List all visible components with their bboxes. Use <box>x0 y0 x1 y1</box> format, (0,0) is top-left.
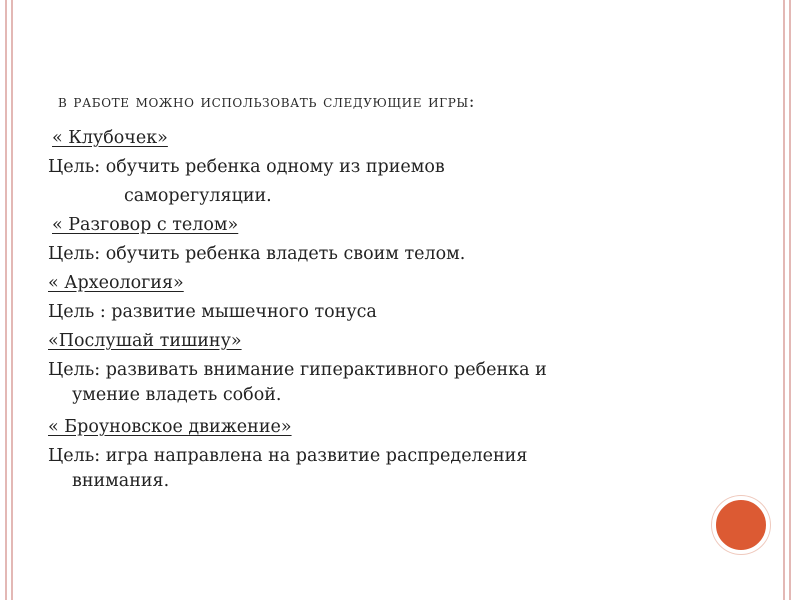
game-goal-continued: саморегуляции. <box>124 186 272 206</box>
right-decor-line <box>783 0 785 600</box>
game-goal: Цель: развивать внимание гиперактивного ребенка и <box>48 360 547 380</box>
slide-content <box>48 124 688 499</box>
game-title: « Броуновское движение» <box>48 417 292 437</box>
game-goal: Цель: обучить ребенка одному из приемов <box>48 157 445 177</box>
game-item <box>48 269 688 298</box>
game-title: « Археология» <box>48 273 184 293</box>
game-item <box>48 211 688 240</box>
game-item <box>48 413 688 442</box>
game-goal: Цель: обучить ребенка владеть своим телом. <box>48 244 466 264</box>
right-decor-line <box>789 0 791 600</box>
game-title: « Разговор с телом» <box>52 215 239 235</box>
slide-title: в работе можно использовать следующие игры: <box>58 92 476 112</box>
game-item <box>48 327 688 356</box>
game-goal-continued: внимания. <box>72 471 170 491</box>
game-goal: Цель : развитие мышечного тонуса <box>48 302 377 322</box>
left-decor-line <box>11 0 13 600</box>
game-goal: Цель: игра направлена на развитие распределения <box>48 446 528 466</box>
game-title: «Послушай тишину» <box>48 331 242 351</box>
game-item <box>48 124 688 153</box>
left-decor-line <box>5 0 7 600</box>
game-title: « Клубочек» <box>52 128 168 148</box>
decorative-circle <box>712 496 770 554</box>
game-goal-continued: умение владеть собой. <box>72 385 282 405</box>
